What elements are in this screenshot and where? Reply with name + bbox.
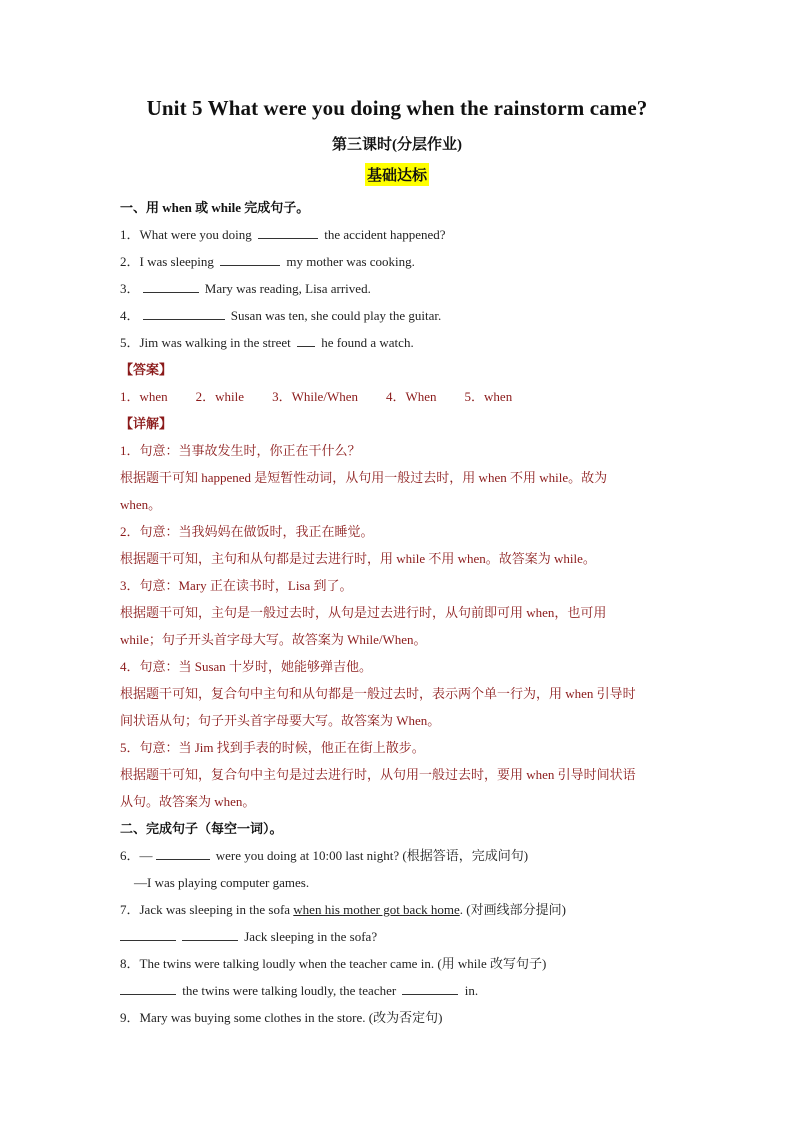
answer-item: 3．While/When	[272, 389, 358, 404]
detail-line: 根据题干可知，复合句中主句和从句都是一般过去时，表示两个单一行为，用 when 引导时	[120, 686, 636, 701]
detail-line: 3．句意：Mary 正在读书时，Lisa 到了。	[120, 578, 353, 593]
question-7-answer-line: Jack sleeping in the sofa?	[120, 923, 680, 950]
page-title: Unit 5 What were you doing when the rainstorm came?	[146, 96, 648, 120]
answer-blank[interactable]	[156, 845, 210, 860]
question-8-answer-line: the twins were talking loudly, the teacher in.	[120, 977, 680, 1004]
answer-blank[interactable]	[297, 332, 315, 347]
answer-blank[interactable]	[120, 980, 176, 995]
level-badge: 基础达标	[365, 163, 429, 186]
detail-line: 根据题干可知，复合句中主句是过去进行时，从句用一般过去时，要用 when 引导时间状语	[120, 767, 636, 782]
answer-blank[interactable]	[258, 224, 318, 239]
answer-blank[interactable]	[143, 305, 225, 320]
question-8: 8．The twins were talking loudly when the teacher came in. (用 while 改写句子)	[120, 956, 547, 971]
detail-line: 根据题干可知 happened 是短暂性动词，从句用一般过去时，用 when 不用 while。故为	[120, 470, 608, 485]
question-7: 7．Jack was sleeping in the sofa when his mother got back home. (对画线部分提问)	[120, 902, 566, 917]
detail-tag: 【详解】	[120, 416, 173, 431]
question-4: 4． Susan was ten, she could play the guitar.	[120, 302, 680, 329]
answer-tag: 【答案】	[120, 362, 173, 377]
badge-container	[0, 163, 794, 186]
question-3: 3． Mary was reading, Lisa arrived.	[120, 275, 680, 302]
detail-line: 4．句意：当 Susan 十岁时，她能够弹吉他。	[120, 659, 373, 674]
answer-blank[interactable]	[120, 926, 176, 941]
question-6-reply: —I was playing computer games.	[134, 875, 310, 890]
answer-item: 5．when	[464, 389, 513, 404]
answer-blank[interactable]	[402, 980, 458, 995]
section1-heading: 一、用 when 或 while 完成句子。	[120, 200, 310, 215]
detail-line: 1．句意：当事故发生时，你正在干什么？	[120, 443, 361, 458]
detail-line: 间状语从句；句子开头首字母要大写。故答案为 When。	[120, 713, 441, 728]
detail-line: 2．句意：当我妈妈在做饭时，我正在睡觉。	[120, 524, 374, 539]
detail-line: 5．句意：当 Jim 找到手表的时候，他正在街上散步。	[120, 740, 425, 755]
answer-blank[interactable]	[220, 251, 280, 266]
question-9: 9．Mary was buying some clothes in the store. (改为否定句)	[120, 1010, 443, 1025]
answer-item: 1．when	[120, 389, 168, 404]
answers-row	[120, 383, 680, 410]
detail-line: while；句子开头首字母大写。故答案为 While/When。	[120, 632, 427, 647]
section2-heading: 二、完成句子（每空一词）。	[120, 821, 283, 836]
worksheet-content	[120, 194, 680, 1031]
detail-line: 根据题干可知，主句是一般过去时，从句是过去进行时，从句前即可用 when，也可用	[120, 605, 607, 620]
question-6: 6．— were you doing at 10:00 last night? (根据答语，完成问句)	[120, 842, 680, 869]
answer-blank[interactable]	[143, 278, 199, 293]
underlined-part: when his mother got back home	[293, 902, 460, 917]
detail-line: when。	[120, 497, 162, 512]
answer-item: 2．while	[195, 389, 245, 404]
question-2: 2．I was sleeping my mother was cooking.	[120, 248, 680, 275]
detail-line: 从句。故答案为 when。	[120, 794, 256, 809]
answer-item: 4．When	[385, 389, 437, 404]
question-5: 5．Jim was walking in the street he found a watch.	[120, 329, 680, 356]
question-1: 1．What were you doing the accident happened?	[120, 221, 680, 248]
page-subtitle: 第三课时(分层作业)	[332, 137, 462, 153]
answer-blank[interactable]	[182, 926, 238, 941]
detail-line: 根据题干可知，主句和从句都是过去进行时，用 while 不用 when。故答案为 while。	[120, 551, 596, 566]
